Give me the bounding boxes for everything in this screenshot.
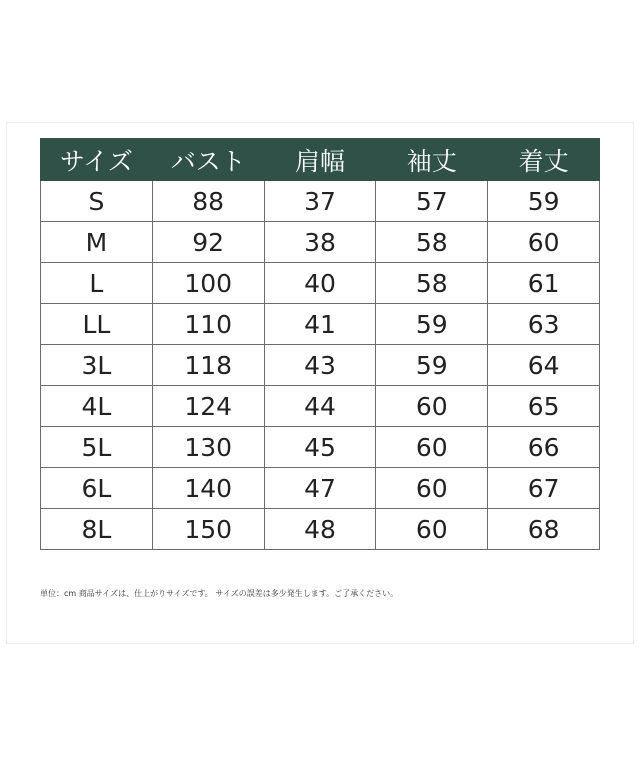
cell-size: 8L xyxy=(41,509,153,550)
table-row xyxy=(41,509,600,550)
cell-sleeve-length: 60 xyxy=(376,427,488,468)
cell-body-length: 65 xyxy=(488,386,600,427)
cell-body-length: 59 xyxy=(488,181,600,222)
cell-size: M xyxy=(41,222,153,263)
cell-bust: 140 xyxy=(152,468,264,509)
cell-size: LL xyxy=(41,304,153,345)
cell-shoulder-width: 47 xyxy=(264,468,376,509)
table-row xyxy=(41,427,600,468)
cell-sleeve-length: 58 xyxy=(376,222,488,263)
cell-bust: 92 xyxy=(152,222,264,263)
header-size: サイズ xyxy=(41,139,153,181)
cell-shoulder-width: 48 xyxy=(264,509,376,550)
cell-sleeve-length: 60 xyxy=(376,386,488,427)
cell-size: S xyxy=(41,181,153,222)
cell-body-length: 61 xyxy=(488,263,600,304)
header-bust: バスト xyxy=(152,139,264,181)
cell-shoulder-width: 43 xyxy=(264,345,376,386)
header-shoulder-width: 肩幅 xyxy=(264,139,376,181)
cell-shoulder-width: 45 xyxy=(264,427,376,468)
size-table xyxy=(40,138,600,550)
table-row xyxy=(41,304,600,345)
cell-body-length: 68 xyxy=(488,509,600,550)
cell-shoulder-width: 37 xyxy=(264,181,376,222)
cell-size: 6L xyxy=(41,468,153,509)
cell-bust: 118 xyxy=(152,345,264,386)
cell-sleeve-length: 58 xyxy=(376,263,488,304)
cell-body-length: 66 xyxy=(488,427,600,468)
cell-size: 4L xyxy=(41,386,153,427)
table-header-row xyxy=(41,139,600,181)
cell-sleeve-length: 59 xyxy=(376,345,488,386)
table-row xyxy=(41,386,600,427)
cell-shoulder-width: 41 xyxy=(264,304,376,345)
header-sleeve-length: 袖丈 xyxy=(376,139,488,181)
cell-sleeve-length: 57 xyxy=(376,181,488,222)
cell-bust: 150 xyxy=(152,509,264,550)
cell-bust: 124 xyxy=(152,386,264,427)
cell-body-length: 64 xyxy=(488,345,600,386)
cell-body-length: 63 xyxy=(488,304,600,345)
cell-shoulder-width: 40 xyxy=(264,263,376,304)
cell-bust: 88 xyxy=(152,181,264,222)
cell-sleeve-length: 60 xyxy=(376,468,488,509)
cell-size: 3L xyxy=(41,345,153,386)
cell-sleeve-length: 60 xyxy=(376,509,488,550)
cell-shoulder-width: 44 xyxy=(264,386,376,427)
cell-body-length: 60 xyxy=(488,222,600,263)
table-row xyxy=(41,181,600,222)
cell-body-length: 67 xyxy=(488,468,600,509)
cell-sleeve-length: 59 xyxy=(376,304,488,345)
size-note: 単位：cm 商品サイズは、仕上がりサイズです。 サイズの誤差は多少発生します。ご了承ください。 xyxy=(40,589,399,598)
cell-shoulder-width: 38 xyxy=(264,222,376,263)
table-row xyxy=(41,468,600,509)
table-row xyxy=(41,263,600,304)
cell-bust: 130 xyxy=(152,427,264,468)
cell-bust: 100 xyxy=(152,263,264,304)
table-row xyxy=(41,345,600,386)
cell-size: L xyxy=(41,263,153,304)
cell-size: 5L xyxy=(41,427,153,468)
table-row xyxy=(41,222,600,263)
cell-bust: 110 xyxy=(152,304,264,345)
header-body-length: 着丈 xyxy=(488,139,600,181)
